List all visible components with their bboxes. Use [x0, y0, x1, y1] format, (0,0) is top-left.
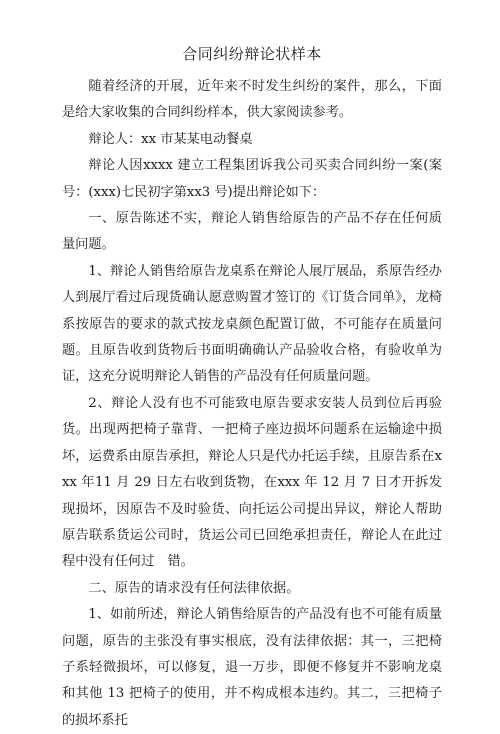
- point-two-paragraph: 2、辩论人没有也不可能致电原告要求安装人员到位后再验货。出现两把椅子靠背、一把椅子座边损坏问题系在运输途中损坏，运费系由原告承担，辩论人只是代办托运手续，且原告系在xxx 年11 月 29 日左右收到货物，在xxx 年 12 月 7 日才开拆发现损坏，因原告不及时验货、向托运公司提出异议，辩论人帮助原告联系货运公司时，货运公司已回绝承担责任，辩论人在此过程中没有任何过 错。: [62, 395, 442, 570]
- intro-paragraph: 随着经济的开展，近年来不时发生纠纷的案件，那么，下面是给大家收集的合同纠纷样本，供大家阅读参考。: [62, 79, 442, 121]
- point-one-paragraph: 1、辩论人销售给原告龙桌系在辩论人展厅展品，系原告经办人到展厅看过后现货确认愿意购置才签订的《订货合同单》，龙椅系按原告的要求的款式按龙桌颜色配置订做，不可能存在质量问题。且原告收到货物后书面明确确认产品验收合格，有验收单为证，这充分说明辩论人销售的产品没有任何质量问题。: [62, 263, 442, 385]
- section-heading-one: 一、原告陈述不实，辩论人销售给原告的产品不存在任何质量问题。: [62, 211, 442, 253]
- section-two-point-one-paragraph: 1、如前所述，辩论人销售给原告的产品没有也不可能有质量问题，原告的主张没有事实根底，没有法律依据：其一，三把椅子系轻微损坏，可以修复，退一万步，即便不修复并不影响龙桌和其他 13 把椅子的使用，并不构成根本违约。其二，三把椅子的损坏系托: [62, 607, 442, 728]
- document-title: 合同纠纷辩论状样本: [182, 45, 322, 63]
- section-heading-two: 二、原告的请求没有任何法律依据。: [88, 580, 300, 596]
- case-statement-paragraph: 辩论人因xxxx 建立工程集团诉我公司买卖合同纠纷一案(案号：(xxx)七民初字第xx3 号)提出辩论如下：: [62, 158, 442, 200]
- respondent-line: 辩论人：xx 市某某电动餐桌: [88, 131, 253, 147]
